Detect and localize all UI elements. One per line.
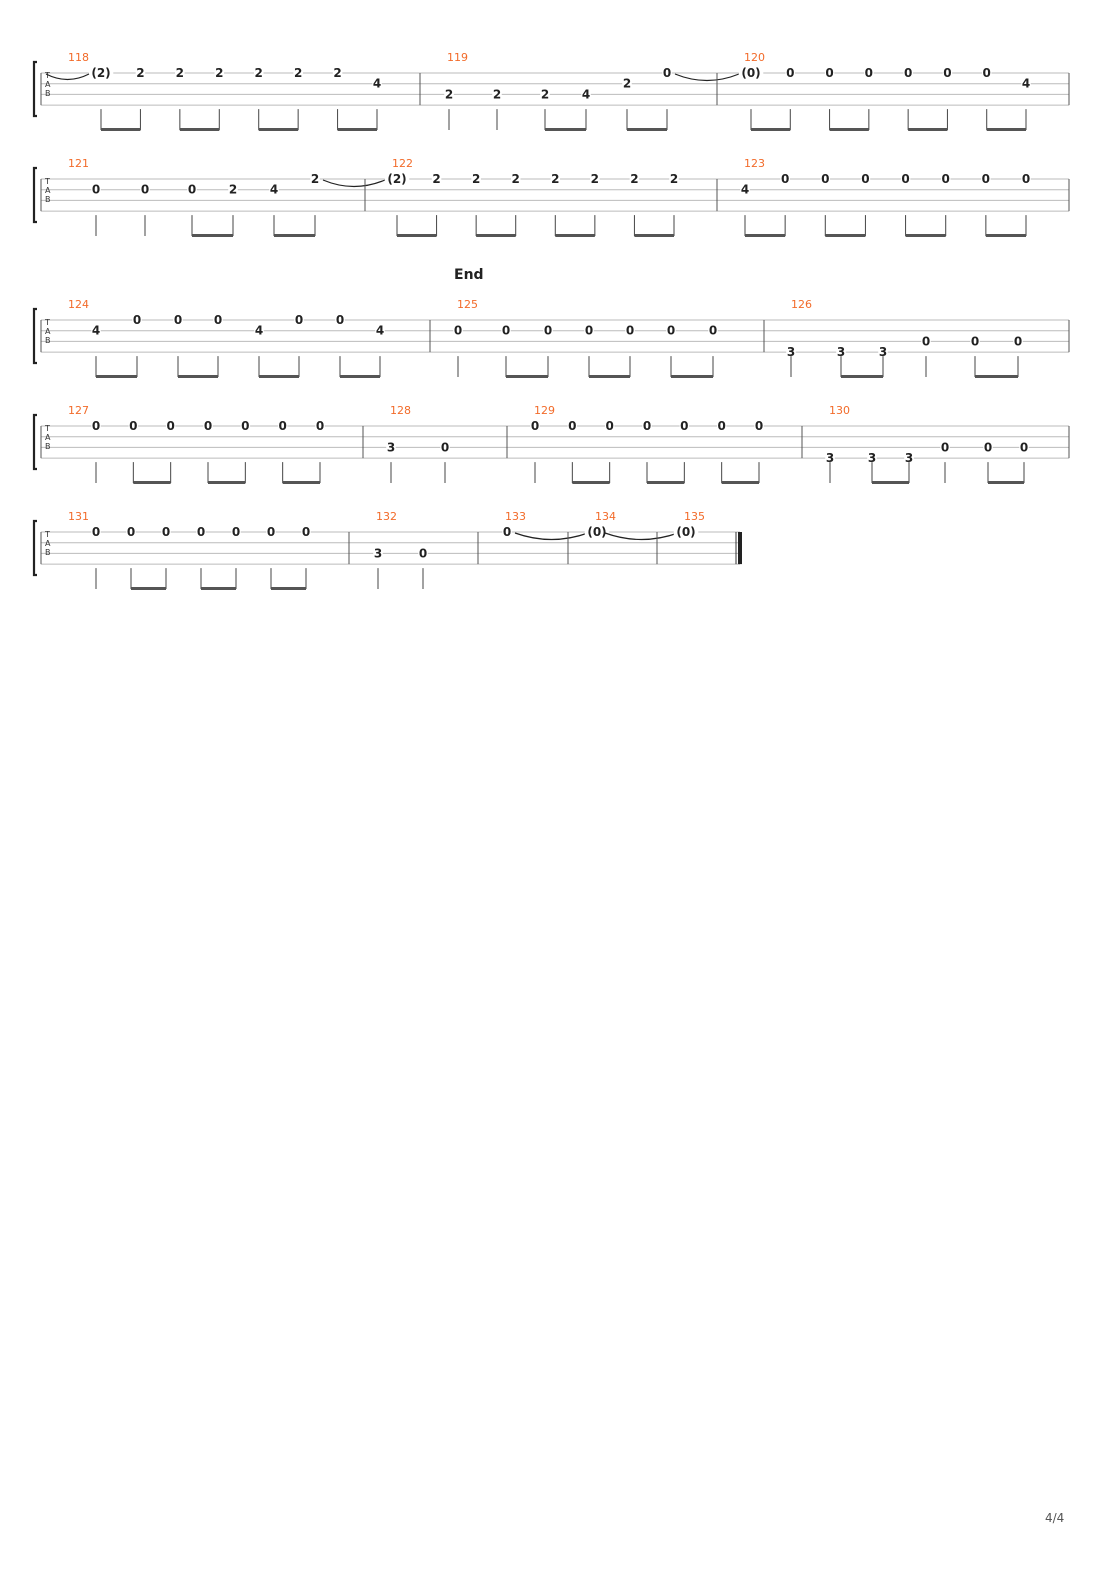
fret-number: 3 — [825, 451, 835, 466]
fret-number: 2 — [136, 66, 145, 80]
fret-number: 2 — [471, 172, 481, 186]
page-indicator: 4/4 — [1045, 1511, 1065, 1525]
beam — [259, 375, 299, 378]
beam — [338, 128, 377, 131]
fret-number: 4 — [740, 182, 750, 197]
beam — [841, 375, 883, 378]
fret-number: 0 — [140, 182, 150, 197]
fret-number: 2 — [333, 66, 342, 80]
fret-number: 0 — [983, 440, 993, 455]
fret-number: 2 — [669, 172, 679, 186]
fret-number: 0 — [502, 525, 512, 539]
fret-number: 0 — [315, 419, 325, 433]
beam — [283, 481, 320, 484]
fret-number: 0 — [91, 182, 101, 197]
fret-number: 4 — [254, 323, 264, 338]
fret-number: 3 — [904, 451, 914, 466]
beam — [987, 128, 1026, 131]
fret-number: 0 — [1013, 334, 1023, 349]
measure-number: 130 — [829, 404, 850, 417]
measure-number: 127 — [68, 404, 89, 417]
beam — [975, 375, 1018, 378]
tab-clef-letter: T — [45, 177, 50, 186]
measure-number: 124 — [68, 298, 89, 311]
beam — [397, 234, 437, 237]
fret-number: 2 — [540, 87, 550, 102]
tab-system — [34, 267, 1069, 378]
beam — [986, 234, 1026, 237]
fret-number: 0 — [213, 313, 223, 327]
beam — [133, 481, 170, 484]
fret-number: (2) — [387, 172, 407, 186]
fret-number: 0 — [266, 525, 276, 539]
fret-number: 0 — [129, 419, 138, 433]
beam — [572, 481, 609, 484]
fret-number: 0 — [126, 525, 136, 539]
fret-number: 0 — [91, 525, 101, 539]
measure-number: 134 — [595, 510, 616, 523]
beam — [988, 481, 1024, 484]
fret-number: 0 — [1019, 440, 1029, 455]
fret-number: 0 — [605, 419, 614, 433]
beam — [271, 587, 306, 590]
fret-number: 3 — [867, 451, 877, 466]
fret-number: 0 — [166, 419, 175, 433]
fret-number: 3 — [878, 345, 888, 360]
fret-number: 2 — [511, 172, 520, 186]
beam — [259, 128, 298, 131]
fret-number: 0 — [903, 66, 913, 80]
beam — [825, 234, 865, 237]
fret-number: (0) — [587, 525, 607, 539]
beam — [192, 234, 233, 237]
fret-number: 0 — [1021, 172, 1031, 186]
beam — [830, 128, 869, 131]
fret-number: 0 — [981, 172, 991, 186]
measure-number: 128 — [390, 404, 411, 417]
tie-arc — [605, 533, 678, 540]
fret-number: 4 — [375, 323, 385, 338]
fret-number: 2 — [215, 66, 224, 80]
tab-clef-letter: B — [45, 336, 51, 345]
fret-number: 0 — [440, 440, 450, 455]
beam — [722, 481, 759, 484]
measure-number: 132 — [376, 510, 397, 523]
tab-system — [34, 157, 1069, 237]
tab-clef-letter: B — [45, 195, 51, 204]
fret-number: 0 — [666, 323, 676, 338]
fret-number: 0 — [780, 172, 790, 186]
beam — [178, 375, 218, 378]
fret-number: 3 — [386, 440, 396, 455]
beam — [589, 375, 630, 378]
fret-number: 0 — [196, 525, 206, 539]
tab-clef-letter: A — [45, 539, 51, 548]
fret-number: 0 — [901, 172, 910, 186]
fret-number: 0 — [187, 182, 197, 197]
beam — [180, 128, 219, 131]
measure-number: 122 — [392, 157, 413, 170]
fret-number: 0 — [453, 323, 463, 338]
fret-number: 2 — [590, 172, 600, 186]
fret-number: 4 — [269, 182, 279, 197]
fret-number: 2 — [492, 87, 502, 102]
system-bracket — [34, 309, 37, 363]
fret-number: 0 — [662, 66, 672, 80]
measure-number: 123 — [744, 157, 765, 170]
fret-number: 2 — [293, 66, 303, 80]
tie-arc — [46, 74, 89, 80]
tie-arc — [675, 74, 739, 81]
fret-number: 0 — [940, 440, 950, 455]
fret-number: 0 — [278, 419, 287, 433]
fret-number: 3 — [786, 345, 796, 360]
fret-number: 2 — [630, 172, 639, 186]
beam — [131, 587, 166, 590]
tab-clef-letter: A — [45, 80, 51, 89]
beam — [101, 128, 140, 131]
fret-number: 3 — [373, 546, 383, 561]
beam — [476, 234, 516, 237]
measure-number: 119 — [447, 51, 468, 64]
beam — [872, 481, 909, 484]
fret-number: 4 — [581, 87, 591, 102]
fret-number: 0 — [543, 323, 553, 338]
tab-clef-letter: A — [45, 186, 51, 195]
fret-number: 0 — [680, 419, 689, 433]
tab-clef-letter: B — [45, 548, 51, 557]
tab-clef-letter: T — [45, 530, 50, 539]
fret-number: 2 — [175, 66, 185, 80]
tab-clef-letter: T — [45, 318, 50, 327]
fret-number: 0 — [821, 172, 830, 186]
tab-system — [34, 404, 1069, 484]
fret-number: 0 — [418, 546, 428, 561]
fret-number: 4 — [91, 323, 101, 338]
fret-number: 0 — [708, 323, 718, 338]
measure-number: 121 — [68, 157, 89, 170]
fret-number: 0 — [91, 419, 101, 433]
fret-number: 0 — [301, 525, 311, 539]
fret-number: 0 — [173, 313, 183, 327]
beam — [506, 375, 548, 378]
beam — [201, 587, 236, 590]
system-bracket — [34, 168, 37, 222]
tab-system — [34, 51, 1069, 131]
fret-number: 0 — [864, 66, 874, 80]
fret-number: 4 — [1021, 76, 1031, 91]
tab-clef-letter: A — [45, 327, 51, 336]
fret-number: 2 — [310, 172, 320, 186]
fret-number: 0 — [161, 525, 171, 539]
fret-number: 2 — [444, 87, 454, 102]
fret-number: 0 — [642, 419, 652, 433]
beam — [647, 481, 684, 484]
fret-number: (2) — [91, 66, 111, 80]
fret-number: 0 — [970, 334, 980, 349]
fret-number: 0 — [203, 419, 213, 433]
fret-number: 2 — [228, 182, 238, 197]
tie-arc — [515, 533, 588, 540]
fret-number: 0 — [625, 323, 635, 338]
fret-number: 2 — [622, 76, 632, 91]
fret-number: 4 — [372, 76, 382, 91]
fret-number: 2 — [432, 172, 441, 186]
fret-number: 2 — [254, 66, 263, 80]
fret-number: 0 — [861, 172, 870, 186]
fret-number: 0 — [717, 419, 726, 433]
tab-clef-letter: A — [45, 433, 51, 442]
beam — [274, 234, 315, 237]
tie-arc — [323, 180, 385, 187]
fret-number: 0 — [754, 419, 764, 433]
fret-number: 0 — [501, 323, 511, 338]
fret-number: 0 — [786, 66, 795, 80]
fret-number: 0 — [941, 172, 950, 186]
tab-system — [34, 510, 740, 590]
fret-number: 0 — [294, 313, 304, 327]
fret-number: (0) — [676, 525, 696, 539]
measure-number: 129 — [534, 404, 555, 417]
beam — [555, 234, 595, 237]
beam — [208, 481, 245, 484]
system-bracket — [34, 62, 37, 116]
tab-clef-letter: T — [45, 424, 50, 433]
beam — [627, 128, 667, 131]
beam — [751, 128, 790, 131]
fret-number: 0 — [825, 66, 834, 80]
measure-number: 126 — [791, 298, 812, 311]
fret-number: 3 — [836, 345, 846, 360]
measure-number: 118 — [68, 51, 89, 64]
fret-number: 0 — [568, 419, 577, 433]
beam — [908, 128, 947, 131]
fret-number: 2 — [551, 172, 560, 186]
beam — [906, 234, 946, 237]
fret-number: 0 — [132, 313, 142, 327]
fret-number: (0) — [741, 66, 761, 80]
measure-number: 133 — [505, 510, 526, 523]
measure-number: 120 — [744, 51, 765, 64]
fret-number: 0 — [921, 334, 931, 349]
measure-number: 125 — [457, 298, 478, 311]
fret-number: 0 — [231, 525, 241, 539]
system-bracket — [34, 521, 37, 575]
fret-number: 0 — [241, 419, 250, 433]
beam — [745, 234, 785, 237]
measure-number: 135 — [684, 510, 705, 523]
beam — [545, 128, 586, 131]
beam — [96, 375, 137, 378]
section-marker: End — [454, 267, 484, 283]
tab-clef-letter: T — [45, 71, 50, 80]
fret-number: 0 — [982, 66, 991, 80]
tab-clef-letter: B — [45, 442, 51, 451]
system-bracket — [34, 415, 37, 469]
measure-number: 131 — [68, 510, 89, 523]
beam — [671, 375, 713, 378]
fret-number: 0 — [943, 66, 952, 80]
fret-number: 0 — [584, 323, 594, 338]
beam — [340, 375, 380, 378]
tab-clef-letter: B — [45, 89, 51, 98]
beam — [634, 234, 674, 237]
fret-number: 0 — [335, 313, 345, 327]
fret-number: 0 — [530, 419, 540, 433]
